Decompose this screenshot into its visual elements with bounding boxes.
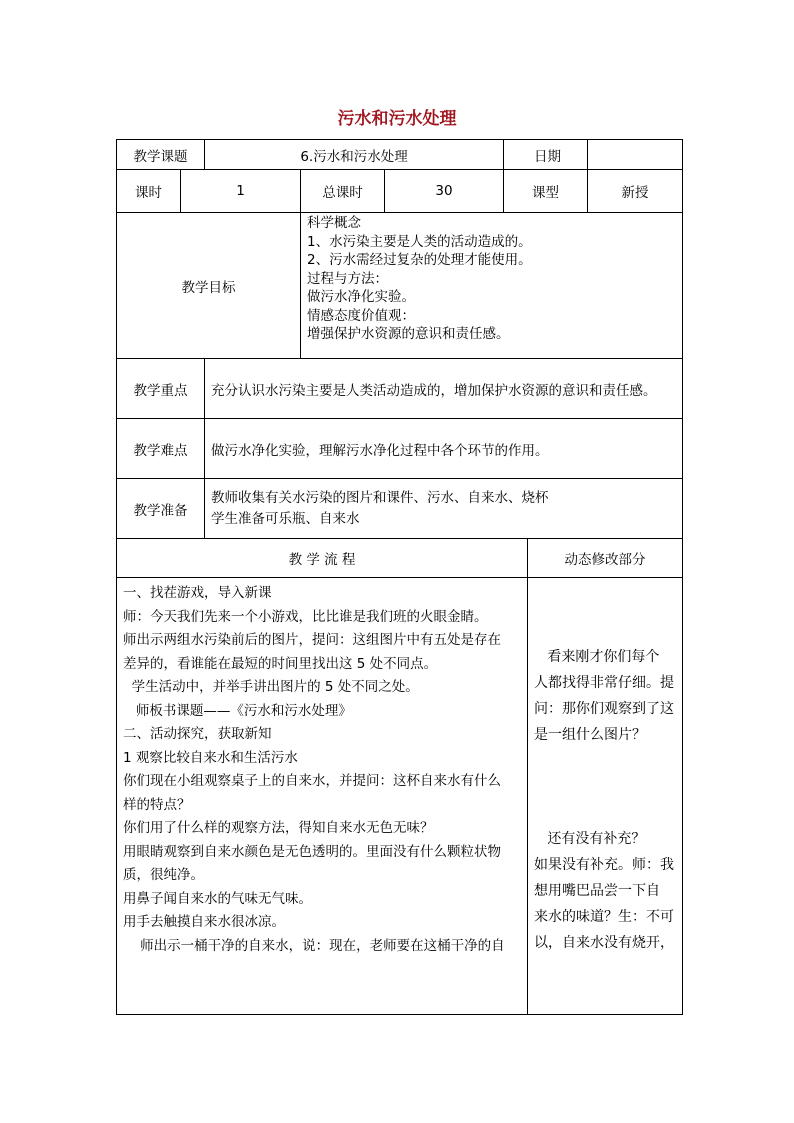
revision-line: 看来刚才你们每个 [534,649,660,665]
flow-line: 用眼睛观察到自来水颜色是无色透明的。里面没有什么颗粒状物 [123,843,501,860]
page-title: 污水和污水处理 [337,109,457,129]
revision-line: 以，自来水没有烧开， [534,935,674,951]
teaching-flow-table [116,538,683,1015]
goals-label: 教学目标 [117,213,301,359]
preparation-line: 教师收集有关水污染的图片和课件、污水、自来水、烧杯 [211,490,549,506]
difficulty-text: 做污水净化实验，理解污水净化过程中各个环节的作用。 [205,419,683,479]
total-hours-label: 总课时 [301,170,385,213]
flow-line: 差异的，看谁能在最短的时间里找出这 5 处不同点。 [123,655,438,672]
goal-line: 1、水污染主要是人类的活动造成的。 [307,233,532,250]
revision-line: 如果没有补充。师：我 [534,857,674,873]
goal-line: 过程与方法： [307,270,388,287]
revision-content [528,578,683,1015]
key-point-text: 充分认识水污染主要是人类活动造成的，增加保护水资源的意识和责任感。 [205,359,683,419]
difficulty-label: 教学难点 [117,419,205,479]
flow-line: 师板书课题——《污水和污水处理》 [123,702,352,719]
revision-line: 人都找得非常仔细。提 [534,675,674,691]
hours-value: 1 [181,170,301,213]
flow-line: 师出示一桶干净的自来水，说：现在，老师要在这桶干净的自 [123,937,505,954]
flow-line: 你们现在小组观察桌子上的自来水，并提问：这杯自来水有什么 [123,773,501,789]
flow-line: 用手去触摸自来水很冰凉。 [123,914,285,930]
goal-line: 2、污水需经过复杂的处理才能使用。 [307,252,532,268]
date-value [588,140,683,170]
goals-content [301,213,683,359]
flow-content [117,578,528,1015]
revision-line: 想用嘴巴品尝一下自 [534,883,660,899]
revision-line: 来水的味道？生：不可 [534,909,674,925]
goal-line: 科学概念 [307,215,361,231]
preparation-line: 学生准备可乐瓶、自来水 [211,510,360,527]
flow-line: 用鼻子闻自来水的气味无气味。 [123,890,312,907]
flow-line: 你们用了什么样的观察方法，得知自来水无色无味？ [123,820,434,836]
lesson-type-label: 课型 [504,170,588,213]
goal-line: 做污水净化实验。 [307,289,415,305]
flow-line: 质，很纯净。 [123,867,204,883]
goal-line: 增强保护水资源的意识和责任感。 [307,326,510,342]
revision-line: 问：那你们观察到了这 [534,701,674,717]
key-point-label: 教学重点 [117,359,205,419]
flow-line: 一、找茬游戏，导入新课 [123,585,272,601]
lesson-detail-table [116,358,683,539]
flow-line: 学生活动中，并举手讲出图片的 5 处不同之处。 [123,679,419,695]
flow-line: 样的特点？ [123,796,191,813]
flow-line: 二、活动探究，获取新知 [123,726,272,742]
goal-line: 情感态度价值观： [307,307,415,324]
flow-line: 1 观察比较自来水和生活污水 [123,749,298,766]
flow-header: 教 学 流 程 [117,539,528,578]
topic-label: 教学课题 [117,140,205,170]
hours-label: 课时 [117,170,181,213]
flow-line: 师：今天我们先来一个小游戏，比比谁是我们班的火眼金睛。 [123,608,488,625]
revision-spacer [534,748,678,826]
revision-line: 还有没有补充？ [534,831,646,847]
flow-line: 师出示两组水污染前后的图片，提问：这组图片中有五处是存在 [123,632,501,648]
topic-value: 6.污水和污水处理 [205,140,504,170]
preparation-content [205,479,683,539]
lesson-info-table [116,139,683,359]
total-hours-value: 30 [385,170,504,213]
revision-line: 是一组什么图片？ [534,727,646,743]
date-label: 日期 [504,140,588,170]
lesson-type-value: 新授 [588,170,683,213]
preparation-label: 教学准备 [117,479,205,539]
revision-header: 动态修改部分 [528,539,683,578]
